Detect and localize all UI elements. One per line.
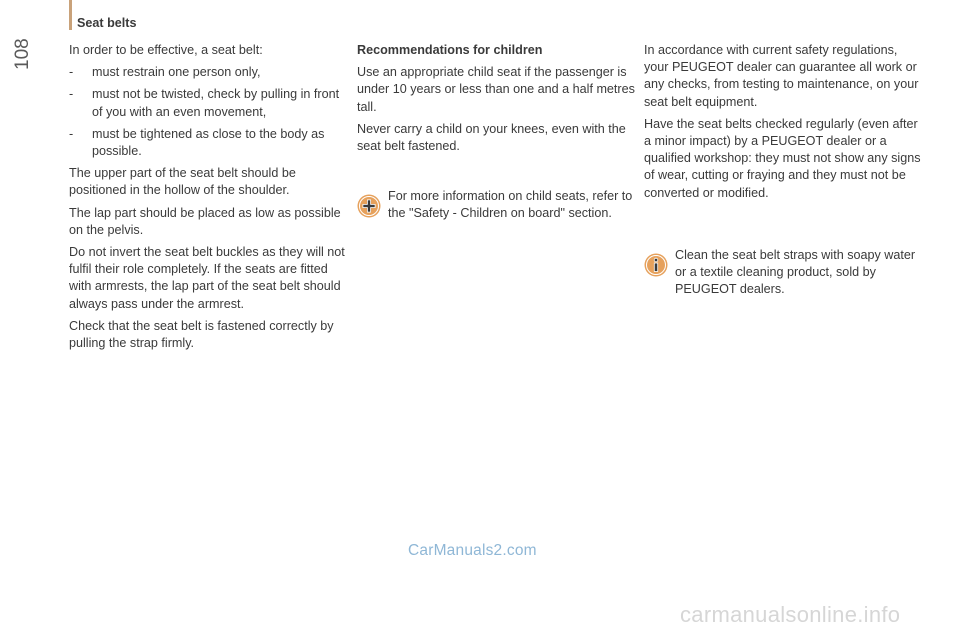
bullet-item — [69, 126, 347, 160]
watermark-link[interactable]: CarManuals2.com — [408, 542, 537, 559]
paragraph: Use an appropriate child seat if the passenger is under 10 years or less than one and a half metres tall. — [357, 65, 635, 114]
paragraph: Never carry a child on your knees, even with the seat belt fastened. — [357, 121, 626, 154]
section-title: Seat belts — [77, 16, 137, 30]
note-text: For more information on child seats, refer to the "Safety - Children on board" section. — [388, 189, 633, 221]
paragraph: In accordance with current safety regulations, your PEUGEOT dealer can guarantee all work or any checks, from testing to maintenance, on your seat belt equipment. — [644, 43, 919, 109]
bullet-text: must be tightened as close to the body as possible. — [92, 126, 325, 159]
bullet-text: must restrain one person only, — [92, 65, 261, 80]
column-3 — [644, 42, 924, 207]
note-text: Clean the seat belt straps with soapy water or a textile cleaning product, sold by PEUGEOT dealers. — [675, 248, 916, 297]
bullet-text: must not be twisted, check by pulling in front of you with an even movement, — [92, 87, 340, 119]
children-heading: Recommendations for children — [357, 43, 543, 57]
page-number: 108 — [12, 38, 33, 70]
column-1 — [69, 42, 347, 357]
child-seat-note — [357, 188, 637, 222]
watermark-text: carmanualsonline.info — [680, 602, 901, 627]
bullet-marker: - — [69, 87, 74, 102]
paragraph: Do not invert the seat belt buckles as they will not fulfil their role completely. If the seats are fitted with armrests, the lap part of the seat belt should always pass under the armrest. — [69, 245, 345, 311]
paragraph: Have the seat belts checked regularly (even after a minor impact) by a PEUGEOT dealer or a qualified workshop: they must not show any signs of wear, cutting or fraying and they must not be converted or modified. — [644, 116, 921, 200]
section-accent-bar — [69, 0, 72, 30]
intro-text: In order to be effective, a seat belt: — [69, 43, 263, 57]
paragraph: Check that the seat belt is fastened correctly by pulling the strap firmly. — [69, 318, 334, 351]
paragraph: The lap part should be placed as low as possible on the pelvis. — [69, 205, 341, 237]
column-2 — [357, 42, 635, 160]
paragraph: The upper part of the seat belt should be positioned in the hollow of the shoulder. — [69, 166, 296, 198]
bullet-marker: - — [69, 65, 74, 80]
bullet-item — [69, 64, 347, 81]
bullet-item — [69, 86, 347, 120]
bullet-marker: - — [69, 126, 74, 141]
info-icon — [644, 253, 668, 277]
plus-icon — [357, 194, 381, 218]
cleaning-note — [644, 247, 924, 299]
